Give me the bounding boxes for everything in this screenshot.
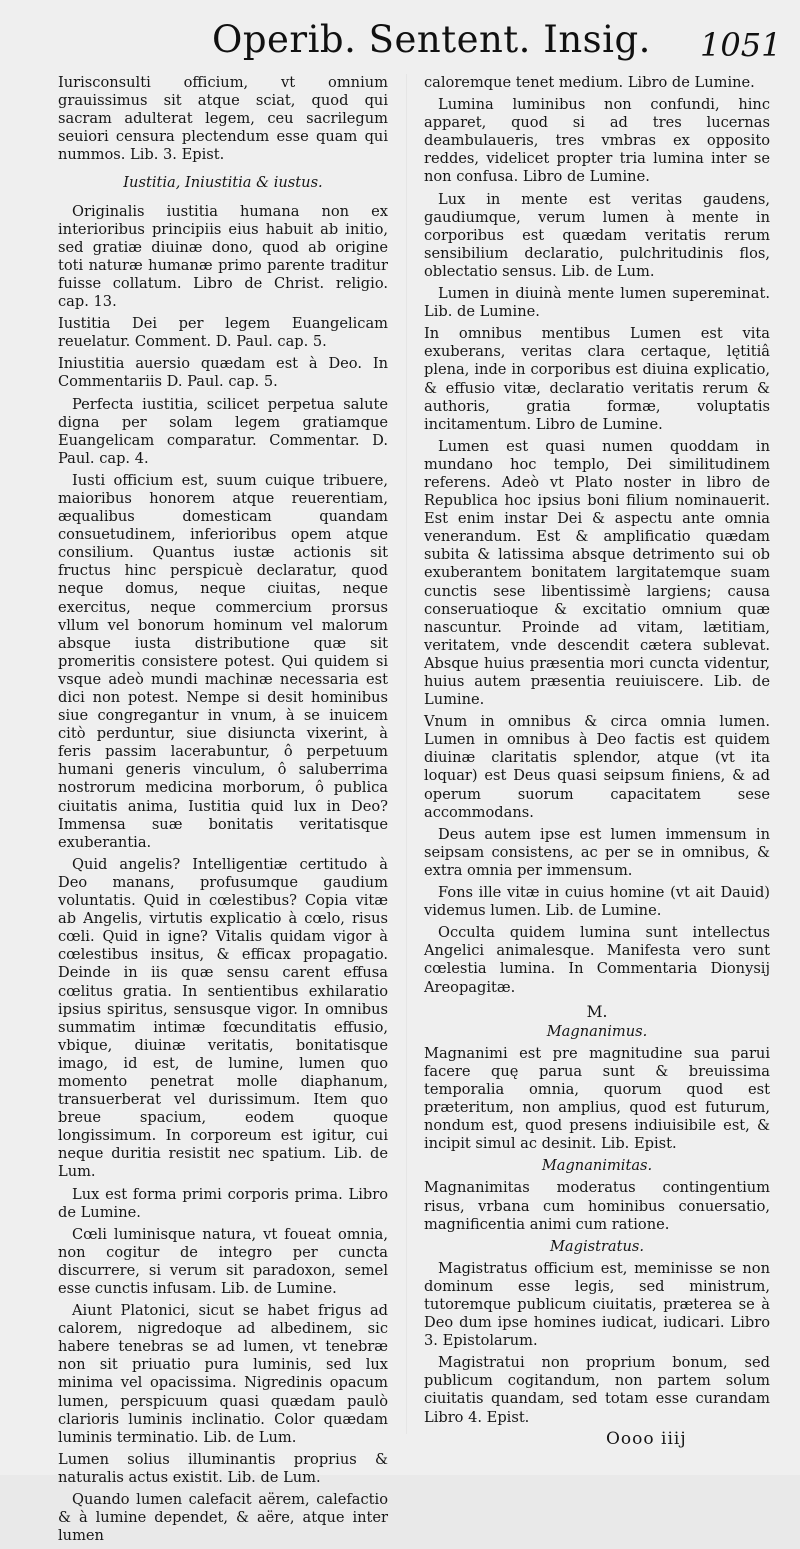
left-column bbox=[58, 74, 388, 1549]
paragraph: Iniustitia auersio quædam est à Deo. In Commentariis D. Paul. cap. 5. bbox=[58, 355, 388, 391]
paragraph: Deus autem ipse est lumen immensum in seipsam consistens, ac per se in omnibus, & extra omnia per immensum. bbox=[424, 825, 770, 879]
signature-mark: Oooo iiij bbox=[606, 1429, 687, 1449]
paragraph: Aiunt Platonici, sicut se habet frigus ad calorem, nigredoque ad albedinem, sic habere tenebras se ad lumen, vt tenebræ non sit priuatio pura luminis, sed lux minima vel opacissima. Nigredinis opacum lumen, perspicuum quasi quædam paulò clarioris luminis inclinatio. Color quædam luminis terminatio. Lib. de Lum. bbox=[58, 1302, 388, 1446]
section-letter: M. bbox=[586, 1002, 608, 1021]
paragraph: Lux est forma primi corporis prima. Libro de Lumine. bbox=[58, 1185, 388, 1221]
section-heading-magnanimus: Magnanimus. bbox=[546, 1022, 648, 1040]
paragraph: Perfecta iustitia, scilicet perpetua salute digna per solam legem gratiamque Euangelicam comparatur. Commentar. D. Paul. cap. 4. bbox=[58, 395, 388, 467]
paragraph: Iusti officium est, suum cuique tribuere, maioribus honorem atque reuerentiam, æqualibus domesticam quandam consuetudinem, inferioribus opem atque consilium. Quantus iustæ actionis sit fructus hinc perspicuè declaratur, quod neque domus, neque ciuitas, neque exercitus, neque commercium prorsus vllum vel bonorum hominum vel malorum absque iusta distributione quæ sit promeritis consistere potest. Qui quidem si vsque adeò mundi machinæ necessaria est dici non potest. Nempe si desit hominibus siue congregantur in vnum, à se inuicem citò perduntur, siue disiuncta vixerint, à feris passim lacerabuntur, ô perpetuum humani generis vinculum, ô saluberrima nostrorum medicina morborum, ô publica ciuitatis anima, Iustitia quid lux in Deo? Immensa suæ bonitatis veritatisque exuberantia. bbox=[58, 471, 388, 851]
paragraph: Lumen est quasi numen quoddam in mundano hoc templo, Dei similitudinem referens. Adeò vt Plato noster in libro de Republica hoc ipsius boni filium nominauerit. Est enim instar Dei & aspectu ante omnia venerandum. Est & amplificatio quædam subita & latissima absque detrimento sui ob exuberantem bonitatem largitatemque suam cunctis sese libentissimè largiens; causa conseruatioque & excitatio omnium quæ nascuntur. Proinde ad vitam, lætitiam, veritatem, vnde descendit cætera sublevat. Absque huius præsentia mori cuncta videntur, huius autem præsentia reuiuiscere. Lib. de Lumine. bbox=[424, 437, 770, 709]
paragraph: Magnanimi est pre magnitudine sua parui facere quę parua sunt & breuissima temporalia omnia, quorum quod est præteritum, non amplius, quod est futurum, nondum est, quod presens indiuisibile est, & incipit simul ac desinit. Lib. Epist. bbox=[424, 1044, 770, 1153]
page-number: 1051 bbox=[700, 26, 782, 64]
section-heading-magnanimitas: Magnanimitas. bbox=[541, 1157, 653, 1175]
right-column bbox=[424, 74, 770, 1431]
section-heading-iustitia: Iustitia, Iniustitia & iustus. bbox=[123, 174, 323, 192]
paragraph: Lumen in diuinà mente lumen supereminat. Lib. de Lumine. bbox=[424, 285, 770, 321]
paragraph: In omnibus mentibus Lumen est vita exuberans, veritas clara certaque, lętitiâ plena, inde in corporibus est diuina explicatio, & effusio vitæ, declaratio veritatis rerum & authoris, gratia formæ, voluptatis incitamentum. Libro de Lumine. bbox=[424, 325, 770, 433]
running-header-title: Operib. Sentent. Insig. bbox=[212, 18, 651, 61]
paragraph: Cœli luminisque natura, vt foueat omnia, non cogitur de integro per cuncta discurrere, si verum sit paradoxon, semel esse cunctis infusam. Lib. de Lumine. bbox=[58, 1225, 388, 1297]
section-heading-magistratus: Magistratus. bbox=[549, 1237, 645, 1255]
paragraph: Originalis iustitia humana non ex interioribus principiis eius habuit ab initio, sed gratiæ diuinæ dono, quod ab origine toti naturæ humanæ primo parente traditur fuisse collatum. Libro de Christ. religio. cap. 13. bbox=[58, 202, 388, 311]
paragraph: Lumen solius illuminantis proprius & naturalis actus existit. Lib. de Lum. bbox=[58, 1450, 388, 1486]
paragraph: Fons ille vitæ in cuius homine (vt ait Dauid) videmus lumen. Lib. de Lumine. bbox=[424, 884, 770, 920]
paragraph: Magistratui non proprium bonum, sed publicum cogitandum, non partem solum ciuitatis quandam, sed totam esse curandam Libro 4. Epist. bbox=[424, 1354, 770, 1426]
paragraph: Lux in mente est veritas gaudens, gaudiumque, verum lumen à mente in corporibus est quædam veritatis rerum sensibilium declaratio, pulchritudinis flos, oblectatio sensus. Lib. de Lum. bbox=[424, 190, 770, 280]
column-gutter bbox=[406, 74, 407, 1434]
paragraph: Iustitia Dei per legem Euangelicam reuelatur. Comment. D. Paul. cap. 5. bbox=[58, 315, 388, 351]
paragraph: caloremque tenet medium. Libro de Lumine. bbox=[424, 74, 755, 91]
paragraph: Magnanimitas moderatus contingentium risus, vrbana cum hominibus conuersatio, magnificentia animi cum ratione. bbox=[424, 1179, 770, 1233]
paragraph: Quando lumen calefacit aërem, calefactio & à lumine dependet, & aëre, atque inter lumen bbox=[58, 1491, 388, 1545]
left-intro-paragraph: Iurisconsulti officium, vt omnium grauissimus sit atque sciat, quod qui sacram adulterat legem, ceu sacrilegum seuiori censura plectendum esse quam qui nummos. Lib. 3. Epist. bbox=[58, 74, 388, 164]
paragraph: Vnum in omnibus & circa omnia lumen. Lumen in omnibus à Deo factis est quidem diuinæ claritatis splendor, atque (vt ita loquar) est Deus quasi seipsum finiens, & ad operum suorum capacitatem sese accommodans. bbox=[424, 713, 770, 821]
paragraph: Lumina luminibus non confundi, hinc apparet, quod si ad tres lucernas deambulaueris, tres vmbras ex opposito reddes, videlicet propter tria lumina inter se non confusa. Libro de Lumine. bbox=[424, 96, 770, 186]
paragraph: Occulta quidem lumina sunt intellectus Angelici animalesque. Manifesta vero sunt cœlestia lumina. In Commentaria Dionysij Areopagitæ. bbox=[424, 924, 770, 996]
paragraph: Quid angelis? Intelligentiæ certitudo à Deo manans, profusumque gaudium voluntatis. Quid in cœlestibus? Copia vitæ ab Angelis, virtutis explicatio à cœlo, risus cœli. Quid in igne? Vitalis quidam vigor à cœlestibus insitus, & efficax propagatio. Deinde in iis quæ sensu carent effusa cœlitus gratia. In sentientibus exhilaratio ipsius spiritus, sensusque vigor. In omnibus summatim intimæ fœcunditatis effusio, vbique, diuinæ veritatis, bonitatisque imago, id est, de lumine, lumen quo momento penetrat molle diaphanum, transuerberat vel durissimum. Item quo breue spacium, eodem quoque longissimum. In corporeum est igitur, cui neque duritia resistit nec spatium. Lib. de Lum. bbox=[58, 855, 388, 1181]
paragraph: Magistratus officium est, meminisse se non dominum esse legis, sed ministrum, tutoremque publicum ciuitatis, præterea se à Deo dum ipse homines iudicat, iudicari. Libro 3. Epistolarum. bbox=[424, 1259, 770, 1350]
